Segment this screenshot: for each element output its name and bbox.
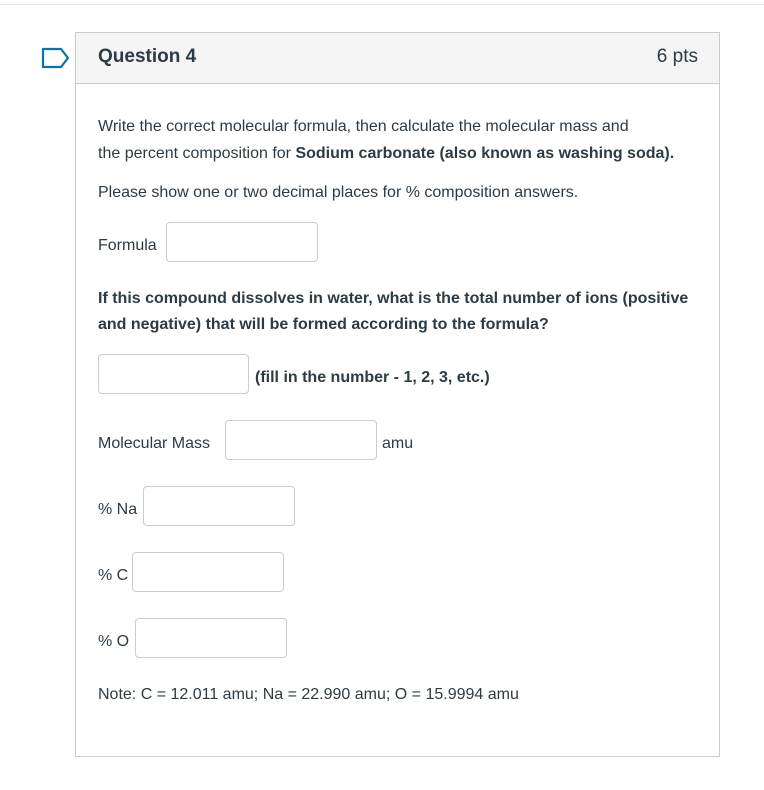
formula-label: Formula — [98, 237, 157, 254]
percent-c-input[interactable] — [132, 552, 284, 592]
ions-question-line-1: If this compound dissolves in water, what is the total number of ions (positive — [98, 290, 689, 307]
atomic-mass-note: Note: C = 12.011 amu; Na = 22.990 amu; O = 15.9994 amu — [98, 686, 519, 703]
percent-c-label: % C — [98, 567, 129, 584]
molecular-mass-unit: amu — [382, 435, 414, 452]
percent-o-label: % O — [98, 633, 130, 650]
molecular-mass-input[interactable] — [225, 420, 377, 460]
compound-name: Sodium carbonate (also known as washing soda). — [295, 145, 675, 162]
question-points: 6 pts — [656, 46, 698, 67]
percent-na-input[interactable] — [143, 486, 295, 526]
question-header — [76, 33, 719, 84]
ions-count-input[interactable] — [98, 354, 249, 394]
percent-o-input[interactable] — [135, 618, 287, 658]
decimal-instruction: Please show one or two decimal places for % composition answers. — [98, 184, 579, 201]
formula-input[interactable] — [166, 222, 318, 262]
intro-line-2 — [98, 140, 674, 167]
percent-na-label: % Na — [98, 501, 138, 518]
question-card — [75, 32, 720, 757]
molecular-mass-label: Molecular Mass — [98, 435, 211, 452]
ions-hint: (fill in the number - 1, 2, 3, etc.) — [255, 369, 490, 386]
ions-question-line-2: and negative) that will be formed according to the formula? — [98, 316, 549, 333]
top-divider — [0, 4, 764, 5]
intro-line-2-text: the percent composition for — [98, 145, 296, 162]
intro-line-1: Write the correct molecular formula, then calculate the molecular mass and — [98, 118, 629, 135]
question-title: Question 4 — [98, 46, 197, 67]
bookmark-flag-icon[interactable] — [41, 47, 71, 69]
